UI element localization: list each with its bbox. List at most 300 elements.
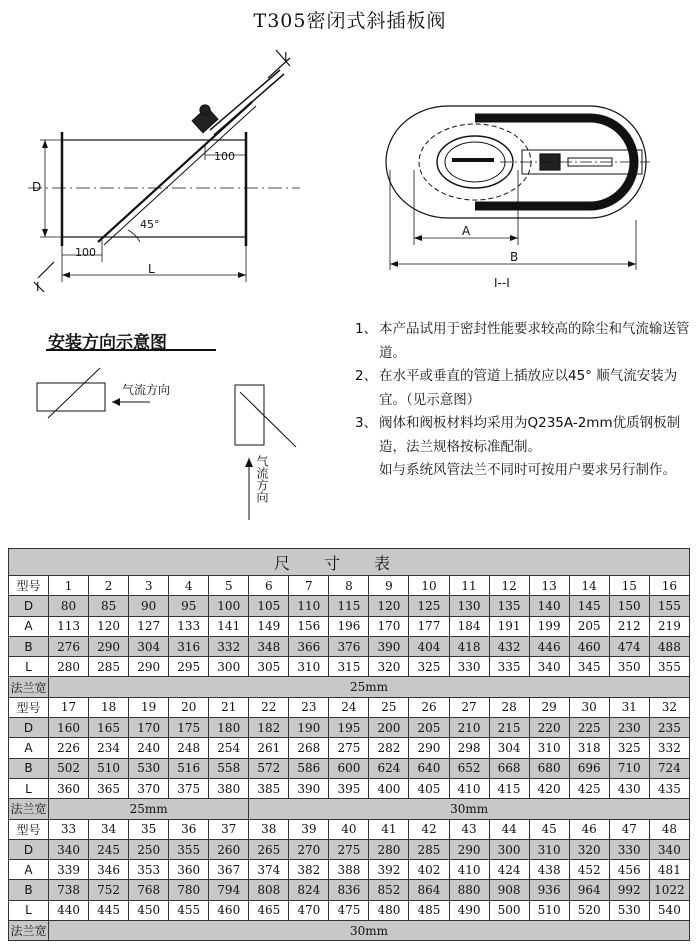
table-cell: 120 xyxy=(369,596,409,616)
table-cell: 25 xyxy=(369,697,409,717)
note-item xyxy=(355,459,700,483)
table-cell: 5 xyxy=(209,576,249,596)
table-cell: 9 xyxy=(369,576,409,596)
table-cell: 298 xyxy=(449,738,489,758)
note-item xyxy=(355,318,700,365)
table-cell: 248 xyxy=(169,738,209,758)
flange-row xyxy=(9,677,690,697)
flange-width-right: 30mm xyxy=(249,799,690,819)
table-cell: 270 xyxy=(289,839,329,859)
table-cell: 380 xyxy=(209,778,249,798)
table-cell: 502 xyxy=(49,758,89,778)
table-heading-row xyxy=(9,549,690,576)
row-label: L xyxy=(9,657,49,677)
table-cell: 37 xyxy=(209,819,249,839)
table-cell: 234 xyxy=(89,738,129,758)
table-cell: 113 xyxy=(49,616,89,636)
table-cell: 12 xyxy=(489,576,529,596)
row-label: D xyxy=(9,839,49,859)
table-cell: 260 xyxy=(209,839,249,859)
table-cell: 44 xyxy=(489,819,529,839)
table-cell: 205 xyxy=(569,616,609,636)
table-cell: 235 xyxy=(649,718,689,738)
table-cell: 836 xyxy=(329,880,369,900)
table-cell: 195 xyxy=(329,718,369,738)
table-cell: 304 xyxy=(129,636,169,656)
table-cell: 738 xyxy=(49,880,89,900)
table-cell: 320 xyxy=(569,839,609,859)
table-row xyxy=(9,657,690,677)
table-cell: 135 xyxy=(489,596,529,616)
table-cell: 445 xyxy=(89,900,129,920)
table-cell: 90 xyxy=(129,596,169,616)
page-title: T305密闭式斜插板阀 xyxy=(253,10,447,32)
table-cell: 936 xyxy=(529,880,569,900)
table-row xyxy=(9,819,690,839)
table-cell: 6 xyxy=(249,576,289,596)
table-cell: 424 xyxy=(489,860,529,880)
table-cell: 460 xyxy=(569,636,609,656)
row-label: 型号 xyxy=(9,819,49,839)
flange-row xyxy=(9,921,690,941)
table-cell: 2 xyxy=(89,576,129,596)
flange-width-left: 25mm xyxy=(49,799,249,819)
table-cell: 366 xyxy=(289,636,329,656)
table-cell: 268 xyxy=(289,738,329,758)
table-cell: 318 xyxy=(569,738,609,758)
table-cell: 460 xyxy=(209,900,249,920)
table-cell: 330 xyxy=(609,839,649,859)
table-cell: 456 xyxy=(609,860,649,880)
table-cell: 376 xyxy=(329,636,369,656)
table-cell: 332 xyxy=(209,636,249,656)
table-cell: 404 xyxy=(409,636,449,656)
table-row xyxy=(9,900,690,920)
table-cell: 155 xyxy=(649,596,689,616)
row-label: 型号 xyxy=(9,697,49,717)
table-cell: 4 xyxy=(169,576,209,596)
table-cell: 16 xyxy=(649,576,689,596)
section-view-label: I--I xyxy=(494,276,510,290)
table-cell: 300 xyxy=(209,657,249,677)
table-cell: 11 xyxy=(449,576,489,596)
table-cell: 127 xyxy=(129,616,169,636)
dim-l: L xyxy=(148,262,155,276)
table-cell: 290 xyxy=(129,657,169,677)
table-cell: 475 xyxy=(329,900,369,920)
table-cell: 46 xyxy=(569,819,609,839)
table-cell: 280 xyxy=(369,839,409,859)
row-label: 法兰宽 xyxy=(9,921,49,941)
table-cell: 33 xyxy=(49,819,89,839)
table-cell: 455 xyxy=(169,900,209,920)
table-cell: 40 xyxy=(329,819,369,839)
table-cell: 794 xyxy=(209,880,249,900)
table-cell: 23 xyxy=(289,697,329,717)
table-cell: 355 xyxy=(169,839,209,859)
table-cell: 864 xyxy=(409,880,449,900)
table-cell: 510 xyxy=(89,758,129,778)
table-cell: 540 xyxy=(649,900,689,920)
table-cell: 290 xyxy=(449,839,489,859)
table-cell: 226 xyxy=(49,738,89,758)
table-heading: 尺寸表 xyxy=(9,549,690,576)
table-cell: 668 xyxy=(489,758,529,778)
table-cell: 215 xyxy=(489,718,529,738)
table-cell: 28 xyxy=(489,697,529,717)
spec-table xyxy=(8,548,690,941)
table-cell: 395 xyxy=(329,778,369,798)
table-row xyxy=(9,880,690,900)
dim-100-bottom: 100 xyxy=(75,246,96,259)
table-cell: 310 xyxy=(529,738,569,758)
table-cell: 170 xyxy=(369,616,409,636)
table-cell: 500 xyxy=(489,900,529,920)
table-cell: 530 xyxy=(129,758,169,778)
table-cell: 30 xyxy=(569,697,609,717)
table-cell: 490 xyxy=(449,900,489,920)
table-cell: 346 xyxy=(89,860,129,880)
table-cell: 210 xyxy=(449,718,489,738)
note-number: 3、 xyxy=(355,415,378,431)
table-cell: 370 xyxy=(129,778,169,798)
table-cell: 768 xyxy=(129,880,169,900)
table-cell: 350 xyxy=(609,657,649,677)
table-cell: 474 xyxy=(609,636,649,656)
table-cell: 26 xyxy=(409,697,449,717)
table-cell: 572 xyxy=(249,758,289,778)
table-cell: 600 xyxy=(329,758,369,778)
table-row xyxy=(9,778,690,798)
table-cell: 205 xyxy=(409,718,449,738)
table-cell: 392 xyxy=(369,860,409,880)
dim-a: A xyxy=(462,224,471,238)
table-cell: 405 xyxy=(409,778,449,798)
table-cell: 640 xyxy=(409,758,449,778)
table-cell: 15 xyxy=(609,576,649,596)
table-cell: 852 xyxy=(369,880,409,900)
table-cell: 420 xyxy=(529,778,569,798)
table-cell: 31 xyxy=(609,697,649,717)
row-label: 型号 xyxy=(9,576,49,596)
table-cell: 10 xyxy=(409,576,449,596)
table-cell: 325 xyxy=(409,657,449,677)
table-cell: 35 xyxy=(129,819,169,839)
table-cell: 7 xyxy=(289,576,329,596)
table-cell: 250 xyxy=(129,839,169,859)
table-cell: 225 xyxy=(569,718,609,738)
flange-width: 25mm xyxy=(49,677,690,697)
table-cell: 624 xyxy=(369,758,409,778)
table-cell: 696 xyxy=(569,758,609,778)
table-cell: 320 xyxy=(369,657,409,677)
table-cell: 440 xyxy=(49,900,89,920)
table-cell: 13 xyxy=(529,576,569,596)
table-cell: 156 xyxy=(289,616,329,636)
table-cell: 180 xyxy=(209,718,249,738)
table-cell: 390 xyxy=(289,778,329,798)
note-number: 2、 xyxy=(355,368,378,384)
table-cell: 141 xyxy=(209,616,249,636)
table-cell: 400 xyxy=(369,778,409,798)
table-cell: 335 xyxy=(489,657,529,677)
table-cell: 992 xyxy=(609,880,649,900)
table-cell: 22 xyxy=(249,697,289,717)
table-cell: 530 xyxy=(609,900,649,920)
table-cell: 908 xyxy=(489,880,529,900)
row-label: D xyxy=(9,596,49,616)
table-cell: 191 xyxy=(489,616,529,636)
note-item xyxy=(355,365,700,412)
table-cell: 160 xyxy=(49,718,89,738)
table-cell: 175 xyxy=(169,718,209,738)
table-cell: 446 xyxy=(529,636,569,656)
table-cell: 140 xyxy=(529,596,569,616)
table-cell: 353 xyxy=(129,860,169,880)
table-cell: 100 xyxy=(209,596,249,616)
table-cell: 48 xyxy=(649,819,689,839)
table-cell: 85 xyxy=(89,596,129,616)
table-cell: 276 xyxy=(49,636,89,656)
table-cell: 149 xyxy=(249,616,289,636)
table-cell: 290 xyxy=(89,636,129,656)
table-cell: 332 xyxy=(649,738,689,758)
table-cell: 385 xyxy=(249,778,289,798)
table-cell: 8 xyxy=(329,576,369,596)
table-cell: 27 xyxy=(449,697,489,717)
table-cell: 367 xyxy=(209,860,249,880)
table-cell: 304 xyxy=(489,738,529,758)
note-text: 本产品试用于密封性能要求较高的除尘和气流输送管道。 xyxy=(379,321,690,361)
table-cell: 432 xyxy=(489,636,529,656)
install-vertical-pipe xyxy=(235,385,264,445)
table-cell: 780 xyxy=(169,880,209,900)
table-cell: 196 xyxy=(329,616,369,636)
table-cell: 282 xyxy=(369,738,409,758)
table-cell: 374 xyxy=(249,860,289,880)
table-row xyxy=(9,758,690,778)
table-cell: 450 xyxy=(129,900,169,920)
flange-width: 30mm xyxy=(49,921,690,941)
table-cell: 310 xyxy=(529,839,569,859)
dim-b: B xyxy=(510,250,519,264)
table-cell: 133 xyxy=(169,616,209,636)
table-cell: 3 xyxy=(129,576,169,596)
row-label: L xyxy=(9,778,49,798)
table-cell: 348 xyxy=(249,636,289,656)
table-cell: 285 xyxy=(409,839,449,859)
table-cell: 240 xyxy=(129,738,169,758)
table-cell: 388 xyxy=(329,860,369,880)
table-cell: 245 xyxy=(89,839,129,859)
table-cell: 145 xyxy=(569,596,609,616)
table-cell: 724 xyxy=(649,758,689,778)
table-cell: 485 xyxy=(409,900,449,920)
table-cell: 20 xyxy=(169,697,209,717)
airflow-label-horizontal: 气流方向 xyxy=(122,383,171,397)
row-label: D xyxy=(9,718,49,738)
table-cell: 290 xyxy=(409,738,449,758)
row-label: 法兰宽 xyxy=(9,677,49,697)
table-cell: 330 xyxy=(449,657,489,677)
dim-d: D xyxy=(32,180,42,194)
table-cell: 325 xyxy=(609,738,649,758)
table-cell: 402 xyxy=(409,860,449,880)
table-cell: 21 xyxy=(209,697,249,717)
table-cell: 295 xyxy=(169,657,209,677)
table-cell: 355 xyxy=(649,657,689,677)
table-cell: 470 xyxy=(289,900,329,920)
table-cell: 170 xyxy=(129,718,169,738)
install-horizontal-pipe xyxy=(37,383,105,411)
table-cell: 488 xyxy=(649,636,689,656)
table-row xyxy=(9,738,690,758)
section-marker-bottom: I xyxy=(36,280,40,294)
table-cell: 280 xyxy=(49,657,89,677)
row-label: L xyxy=(9,900,49,920)
row-label: B xyxy=(9,758,49,778)
install-diagram-title: 安装方向示意图 xyxy=(48,333,167,353)
table-cell: 558 xyxy=(209,758,249,778)
table-row xyxy=(9,596,690,616)
table-cell: 652 xyxy=(449,758,489,778)
note-item xyxy=(355,412,700,459)
table-cell: 200 xyxy=(369,718,409,738)
notes xyxy=(355,318,700,483)
table-cell: 430 xyxy=(609,778,649,798)
table-cell: 435 xyxy=(649,778,689,798)
table-cell: 365 xyxy=(89,778,129,798)
row-label: A xyxy=(9,860,49,880)
table-cell: 184 xyxy=(449,616,489,636)
table-cell: 36 xyxy=(169,819,209,839)
airflow-label-vertical: 气流方向 xyxy=(255,455,269,503)
table-cell: 95 xyxy=(169,596,209,616)
table-cell: 510 xyxy=(529,900,569,920)
table-cell: 219 xyxy=(649,616,689,636)
table-cell: 17 xyxy=(49,697,89,717)
table-cell: 230 xyxy=(609,718,649,738)
table-cell: 465 xyxy=(249,900,289,920)
table-cell: 45 xyxy=(529,819,569,839)
table-cell: 410 xyxy=(449,860,489,880)
row-label: A xyxy=(9,616,49,636)
table-cell: 360 xyxy=(49,778,89,798)
table-cell: 43 xyxy=(449,819,489,839)
table-cell: 382 xyxy=(289,860,329,880)
table-cell: 41 xyxy=(369,819,409,839)
table-row xyxy=(9,860,690,880)
table-cell: 586 xyxy=(289,758,329,778)
table-row xyxy=(9,636,690,656)
table-cell: 415 xyxy=(489,778,529,798)
table-cell: 18 xyxy=(89,697,129,717)
table-cell: 177 xyxy=(409,616,449,636)
table-cell: 752 xyxy=(89,880,129,900)
table-cell: 1022 xyxy=(649,880,689,900)
note-number: 1、 xyxy=(355,321,378,337)
table-cell: 199 xyxy=(529,616,569,636)
table-cell: 390 xyxy=(369,636,409,656)
table-cell: 808 xyxy=(249,880,289,900)
table-cell: 300 xyxy=(489,839,529,859)
table-cell: 220 xyxy=(529,718,569,738)
table-cell: 29 xyxy=(529,697,569,717)
row-label: B xyxy=(9,880,49,900)
table-cell: 42 xyxy=(409,819,449,839)
table-cell: 47 xyxy=(609,819,649,839)
table-cell: 425 xyxy=(569,778,609,798)
table-cell: 150 xyxy=(609,596,649,616)
table-cell: 261 xyxy=(249,738,289,758)
table-cell: 39 xyxy=(289,819,329,839)
table-cell: 824 xyxy=(289,880,329,900)
table-cell: 115 xyxy=(329,596,369,616)
note-text: 如与系统风管法兰不同时可按用户要求另行制作。 xyxy=(379,462,676,478)
table-cell: 340 xyxy=(529,657,569,677)
row-label: B xyxy=(9,636,49,656)
note-text: 阀体和阀板材料均采用为Q235A-2mm优质钢板制造，法兰规格按标准配制。 xyxy=(379,415,681,455)
table-cell: 24 xyxy=(329,697,369,717)
table-cell: 165 xyxy=(89,718,129,738)
table-row xyxy=(9,839,690,859)
table-cell: 339 xyxy=(49,860,89,880)
table-cell: 418 xyxy=(449,636,489,656)
table-cell: 254 xyxy=(209,738,249,758)
section-marker-top: I xyxy=(284,50,288,64)
table-cell: 305 xyxy=(249,657,289,677)
note-text: 在水平或垂直的管道上插放应以45° 顺气流安装为宜。（见示意图） xyxy=(379,368,678,408)
table-cell: 360 xyxy=(169,860,209,880)
table-cell: 32 xyxy=(649,697,689,717)
table-cell: 452 xyxy=(569,860,609,880)
table-cell: 130 xyxy=(449,596,489,616)
table-cell: 125 xyxy=(409,596,449,616)
table-cell: 315 xyxy=(329,657,369,677)
table-cell: 38 xyxy=(249,819,289,839)
table-row xyxy=(9,576,690,596)
table-cell: 438 xyxy=(529,860,569,880)
table-cell: 105 xyxy=(249,596,289,616)
table-cell: 520 xyxy=(569,900,609,920)
angle-label: 45° xyxy=(140,218,160,231)
table-cell: 285 xyxy=(89,657,129,677)
table-cell: 316 xyxy=(169,636,209,656)
table-cell: 212 xyxy=(609,616,649,636)
table-cell: 110 xyxy=(289,596,329,616)
table-row xyxy=(9,718,690,738)
table-cell: 275 xyxy=(329,738,369,758)
row-label: 法兰宽 xyxy=(9,799,49,819)
table-cell: 480 xyxy=(369,900,409,920)
table-cell: 34 xyxy=(89,819,129,839)
table-row xyxy=(9,616,690,636)
table-cell: 410 xyxy=(449,778,489,798)
table-cell: 265 xyxy=(249,839,289,859)
table-cell: 680 xyxy=(529,758,569,778)
table-cell: 275 xyxy=(329,839,369,859)
table-cell: 310 xyxy=(289,657,329,677)
table-cell: 340 xyxy=(49,839,89,859)
table-row xyxy=(9,697,690,717)
table-cell: 19 xyxy=(129,697,169,717)
table-cell: 182 xyxy=(249,718,289,738)
table-cell: 375 xyxy=(169,778,209,798)
table-cell: 120 xyxy=(89,616,129,636)
table-cell: 516 xyxy=(169,758,209,778)
table-cell: 880 xyxy=(449,880,489,900)
table-cell: 345 xyxy=(569,657,609,677)
